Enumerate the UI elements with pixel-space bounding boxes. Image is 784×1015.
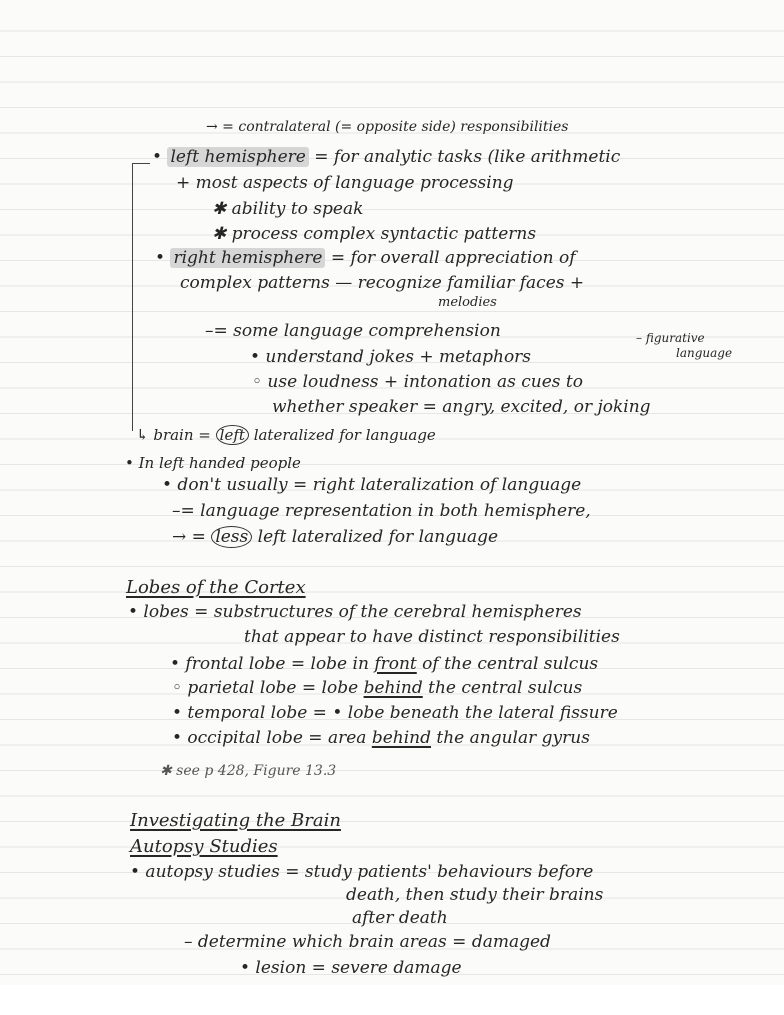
bullet: • (155, 248, 166, 268)
lateralized-for-language: lateralized for language (253, 426, 436, 444)
autopsy-heading: Autopsy Studies (130, 836, 278, 857)
left-lateralized-for-language: left lateralized for language (257, 527, 499, 547)
page-bottom-margin (0, 985, 784, 1015)
language-note: language (676, 346, 733, 360)
syntactic-patterns-line: ✱ process complex syntactic patterns (212, 224, 537, 244)
left-hemisphere-line (152, 146, 620, 168)
lobes-definition-line: • lobes = substructures of the cerebral hemispheres (128, 602, 582, 622)
loudness-intonation-line: ◦ use loudness + intonation as cues to (252, 372, 583, 392)
lesion-line: • lesion = severe damage (240, 958, 462, 978)
after-death-line: after death (352, 908, 448, 928)
language-processing-line: + most aspects of language processing (176, 173, 514, 193)
complex-patterns-line: complex patterns — recognize familiar faces + (180, 273, 585, 293)
front-underlined: front (374, 654, 417, 674)
bracket-vertical-line (132, 163, 133, 431)
occipital-lobe-text: • occipital lobe = area (172, 728, 367, 748)
frontal-lobe-text: • frontal lobe = lobe in (170, 654, 369, 674)
investigating-heading: Investigating the Brain (130, 810, 341, 831)
frontal-lobe-line (170, 653, 598, 675)
lobes-heading: Lobes of the Cortex (126, 577, 306, 598)
bracket-top-tick (132, 163, 150, 164)
autopsy-definition-line: • autopsy studies = study patients' behaviours before (130, 862, 594, 882)
see-page-reference: ✱ see p 428, Figure 13.3 (160, 763, 337, 779)
right-hemisphere-line (155, 247, 576, 269)
right-hemisphere-definition: = for overall appreciation of (330, 248, 576, 268)
both-hemispheres-line: –= language representation in both hemisphere, (172, 501, 591, 521)
central-sulcus-text: the central sulcus (428, 678, 583, 698)
less-circled: less (211, 526, 252, 548)
language-comprehension-line: –= some language comprehension (205, 321, 501, 341)
distinct-responsibilities-line: that appear to have distinct responsibilities (244, 627, 620, 647)
right-hemisphere-term: right hemisphere (170, 248, 325, 268)
less-left-lateralized-line (172, 526, 498, 548)
speaker-emotion-line: whether speaker = angry, excited, or joking (272, 397, 651, 417)
right-lateralization-line: • don't usually = right lateralization of language (162, 475, 582, 495)
contralateral-line: → = contralateral (= opposite side) responsibilities (206, 119, 569, 135)
brain-equals: ↳ brain = (136, 426, 211, 444)
ability-to-speak-line: ✱ ability to speak (212, 199, 364, 219)
jokes-metaphors-line: • understand jokes + metaphors (250, 347, 532, 367)
angular-gyrus-text: the angular gyrus (436, 728, 590, 748)
left-hemisphere-definition: = for analytic tasks (like arithmetic (314, 147, 621, 167)
left-circled: left (216, 425, 249, 445)
temporal-lobe-line: • temporal lobe = • lobe beneath the lateral fissure (172, 703, 618, 723)
bullet: • (152, 147, 163, 167)
figurative-note: – figurative (636, 331, 705, 345)
determine-brain-areas-line: – determine which brain areas = damaged (184, 932, 551, 952)
melodies-line: melodies (438, 295, 497, 310)
arrow-equals: → = (172, 527, 206, 547)
behind-underlined: behind (371, 728, 431, 748)
left-hemisphere-term: left hemisphere (167, 147, 308, 167)
left-handed-heading-line: • In left handed people (125, 454, 301, 472)
behind-underlined: behind (363, 678, 423, 698)
central-sulcus-text: of the central sulcus (422, 654, 599, 674)
parietal-lobe-line (172, 677, 582, 699)
death-then-study-line: death, then study their brains (346, 885, 604, 905)
occipital-lobe-line (172, 727, 590, 749)
parietal-lobe-text: ◦ parietal lobe = lobe (172, 678, 359, 698)
brain-lateralized-line (136, 424, 436, 446)
